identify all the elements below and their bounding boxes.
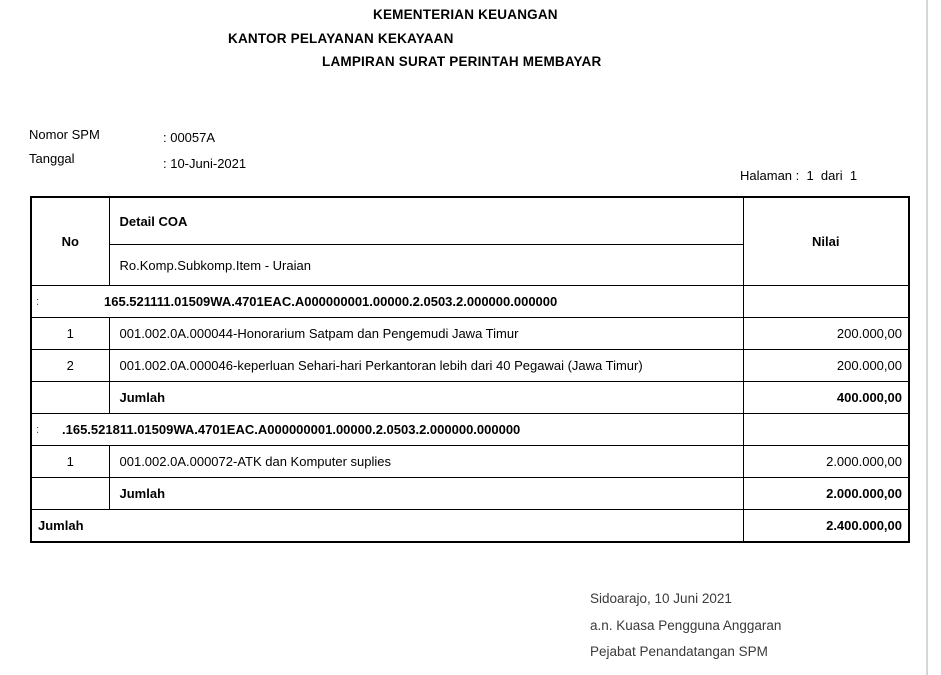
group-nilai-empty-cell [743, 286, 909, 318]
table-header-row-1 [31, 197, 909, 245]
group-nilai-empty-cell [743, 414, 909, 446]
row-value: 200.000,00 [743, 350, 909, 382]
spm-detail-table [30, 196, 910, 543]
col-header-no: No [31, 197, 109, 286]
table-row [31, 350, 909, 382]
signature-title: Pejabat Penandatangan SPM [590, 644, 768, 659]
page-indicator: Halaman : 1 dari 1 [740, 168, 858, 183]
table-row [31, 446, 909, 478]
signature-place-date: Sidoarajo, 10 Juni 2021 [590, 591, 732, 606]
group-code: .165.521811.01509WA.4701EAC.A000000001.00000.2.0503.2.000000.000000 [62, 422, 521, 437]
nomor-spm-label: Nomor SPM [29, 127, 100, 142]
subtotal-row [31, 382, 909, 414]
group-code-cell [31, 286, 743, 318]
group-code-cell [31, 414, 743, 446]
group-prefix: : [36, 423, 40, 436]
group-header-row [31, 414, 909, 446]
grand-total-label: Jumlah [31, 510, 743, 543]
row-no: 1 [31, 446, 109, 478]
tanggal-value: : 10-Juni-2021 [163, 156, 247, 171]
row-no: 1 [31, 318, 109, 350]
row-value: 2.000.000,00 [743, 446, 909, 478]
subtotal-label: Jumlah [109, 478, 743, 510]
subtotal-value: 400.000,00 [743, 382, 909, 414]
tanggal-label: Tanggal [29, 151, 75, 166]
row-description: 001.002.0A.000046-keperluan Sehari-hari Perkantoran lebih dari 40 Pegawai (Jawa Timur) [109, 350, 743, 382]
col-header-uraian: Ro.Komp.Subkomp.Item - Uraian [109, 245, 743, 286]
group-code: 165.521111.01509WA.4701EAC.A000000001.00000.2.0503.2.000000.000000 [104, 294, 558, 309]
ministry-title: KEMENTERIAN KEUANGAN [373, 7, 558, 22]
document-title: LAMPIRAN SURAT PERINTAH MEMBAYAR [322, 54, 602, 69]
office-title: KANTOR PELAYANAN KEKAYAAN [228, 31, 454, 46]
subtotal-row [31, 478, 909, 510]
grand-total-row [31, 510, 909, 543]
group-header-row [31, 286, 909, 318]
row-description: 001.002.0A.000072-ATK dan Komputer suplies [109, 446, 743, 478]
subtotal-no-empty-cell [31, 382, 109, 414]
row-value: 200.000,00 [743, 318, 909, 350]
nomor-spm-value: : 00057A [163, 130, 216, 145]
subtotal-value: 2.000.000,00 [743, 478, 909, 510]
col-header-nilai: Nilai [743, 197, 909, 286]
group-prefix: : [36, 295, 40, 308]
page-right-edge [926, 0, 928, 675]
grand-total-value: 2.400.000,00 [743, 510, 909, 543]
row-description: 001.002.0A.000044-Honorarium Satpam dan Pengemudi Jawa Timur [109, 318, 743, 350]
subtotal-label: Jumlah [109, 382, 743, 414]
col-header-detail-coa: Detail COA [109, 197, 743, 245]
row-no: 2 [31, 350, 109, 382]
subtotal-no-empty-cell [31, 478, 109, 510]
table-row [31, 318, 909, 350]
signature-on-behalf: a.n. Kuasa Pengguna Anggaran [590, 618, 782, 633]
